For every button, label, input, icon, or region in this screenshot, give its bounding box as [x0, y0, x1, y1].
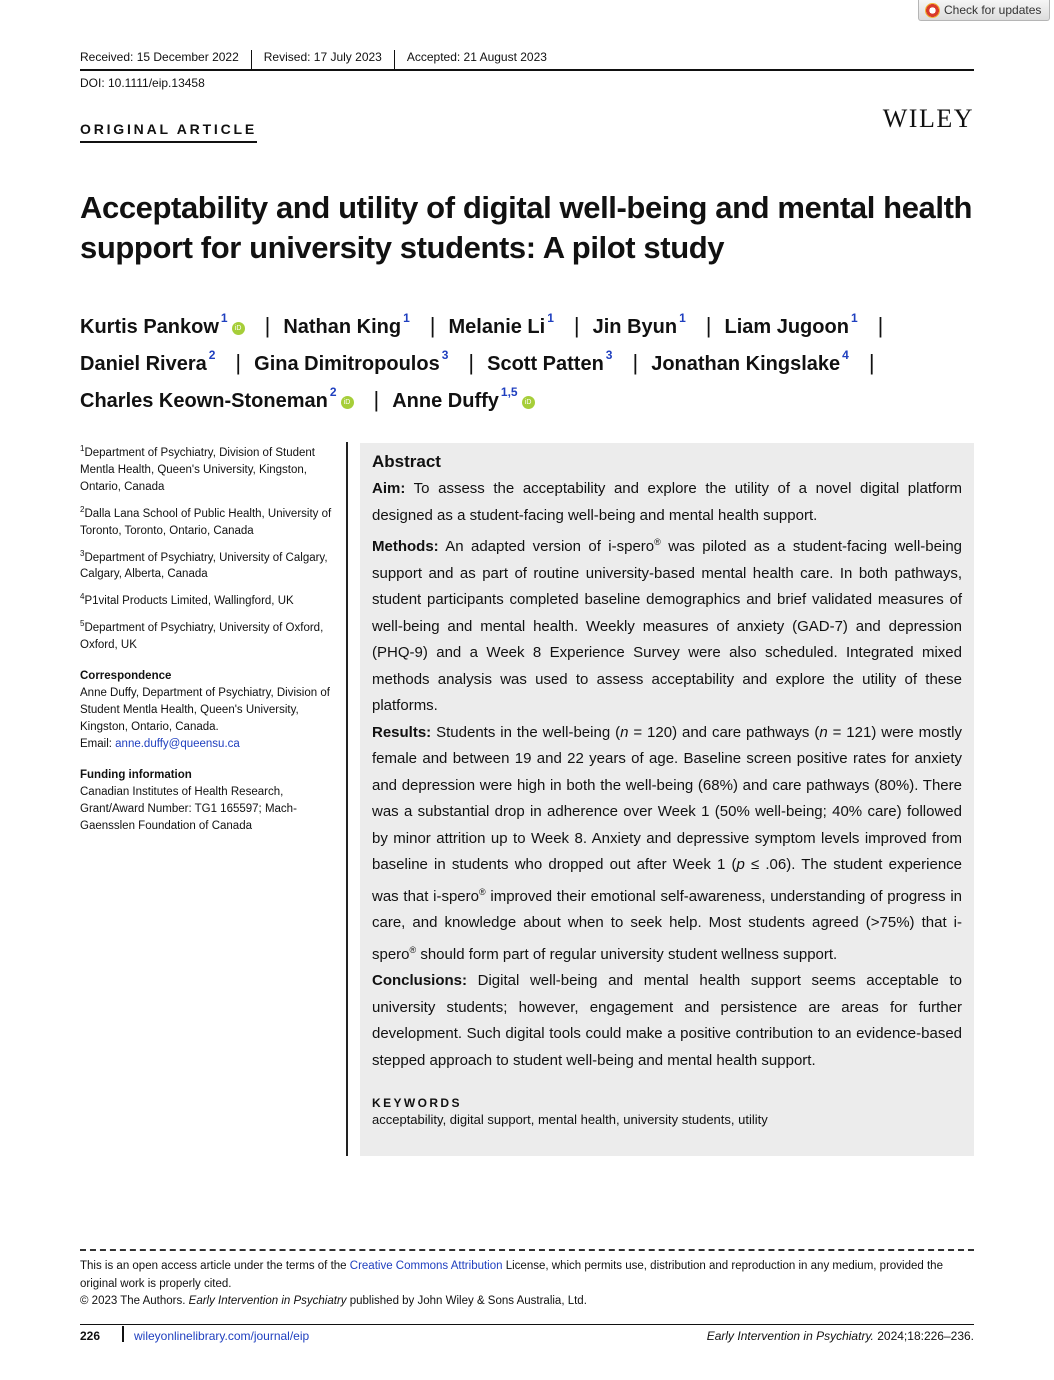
correspondence-text: Anne Duffy, Department of Psychiatry, Division of Student Mentla Health, Queen's University, Kingston, Ontario, Canada. [80, 687, 330, 734]
orcid-icon[interactable]: iD [341, 396, 354, 409]
article-history [80, 50, 974, 71]
check-for-updates-label: Check for updates [944, 3, 1042, 17]
author: Charles Keown-Stoneman $^2$iD [80, 390, 354, 412]
affiliation-link[interactable]: 1 [850, 311, 858, 325]
abstract-box [360, 443, 974, 1156]
affiliation: $^2$Dalla Lana School of Public Health, University of Toronto, Toronto, Ontario, Canada [80, 504, 332, 537]
author: Daniel Rivera $^2$ [80, 348, 216, 375]
page-number: 226 [80, 1329, 101, 1343]
abstract-results: Results: Students in the well-being (n = 120) and care pathways (n = 121) were mostly female and between 19 and 22 years of age. Baseline screen positive rates for anxiety and depression were high in both the well-being (68%) and care pathways (80%). There was a substantial drop in adherence over Week 1 (50% well-being; 40% care) followed by minor attrition up to Week 8. Anxiety and depressive symptom levels improved from baseline in students who dropped out after Week 1 (p ≤ .06). The student experience was that i-spero® improved their emotional self-awareness, understanding of progress in care, and knowledge about when to seek help. Most students agreed (>75%) that i-spero® should form part of regular university student wellness support. [372, 723, 963, 963]
affiliation-link[interactable]: 1 [547, 311, 554, 325]
affiliation: $^5$Department of Psychiatry, University of Oxford, Oxford, UK [80, 619, 324, 652]
author-list [80, 306, 980, 417]
crossmark-icon [925, 3, 940, 18]
divider: | [573, 312, 580, 338]
author: Jonathan Kingslake $^4$ [651, 348, 849, 375]
author: Scott Patten $^3$ [487, 348, 613, 375]
affiliation: $^4$P1vital Products Limited, Wallingford, UK [80, 592, 294, 608]
divider [251, 50, 252, 69]
abstract-methods: Methods: An adapted version of i-spero® was piloted as a student-facing well-being support and as part of routine university-based mental health care. In both pathways, student participants completed baseline demographics and brief validated measures of well-being and mental health. Weekly measures of anxiety (GAD-7) and depression (PHQ-9) and a Week 8 Experience Survey were also scheduled. Integrated mixed methods analysis was used to assess acceptability and explore the utility of these platforms. [372, 537, 963, 714]
author: Anne Duffy $^{1,5}$iD [392, 390, 534, 412]
affiliation-link[interactable]: 1,5 [500, 385, 518, 400]
article-title: Acceptability and utility of digital well-being and mental health support for university students: A pilot study [80, 190, 973, 265]
publisher-logo: WILEY [882, 104, 974, 133]
correspondence-heading: Correspondence [80, 670, 172, 683]
email-link[interactable]: anne.duffy@queensu.ca [115, 738, 240, 751]
article-type: ORIGINAL ARTICLE [80, 121, 257, 143]
divider: | [632, 349, 639, 375]
column-divider [346, 442, 348, 1156]
affiliation-link[interactable]: 3 [605, 348, 613, 363]
received-date: Received: 15 December 2022 [80, 50, 239, 64]
orcid-icon[interactable]: iD [232, 322, 245, 335]
funding-text: Canadian Institutes of Health Research, Grant/Award Number: TG1 165597; Mach-Gaensslen Foundation of Canada [80, 786, 297, 833]
divider: | [429, 312, 436, 338]
citation: Early Intervention in Psychiatry. 2024;18:226–236. [706, 1329, 974, 1343]
article-info-column [80, 440, 342, 835]
funding-heading: Funding information [80, 769, 192, 782]
divider [394, 50, 395, 69]
footer-rule [80, 1324, 974, 1325]
divider: | [705, 312, 712, 338]
affiliation-link[interactable]: 1 [679, 311, 686, 325]
revised-date: Revised: 17 July 2023 [263, 50, 382, 64]
affiliation-link[interactable]: 1 [403, 311, 410, 325]
accepted-date: Accepted: 21 August 2023 [406, 50, 547, 64]
divider: | [235, 349, 242, 375]
author: Liam Jugoon $^1$ [724, 311, 858, 338]
divider: | [264, 312, 271, 338]
author: Kurtis Pankow $^1$iD [80, 316, 245, 338]
abstract-aim: Aim: To assess the acceptability and explore the utility of a novel digital platform designed as a student-facing well-being and mental health support. [372, 480, 962, 524]
divider: | [468, 349, 475, 375]
divider: | [373, 386, 380, 412]
abstract-conclusions: Conclusions: Digital well-being and mental health support seems acceptable to university students; however, engagement and persistence are areas for further development. Such digital tools could make a positive contribution to an evidence-based stepped approach to student well-being and mental health support. [372, 972, 962, 1069]
check-for-updates-button[interactable] [918, 0, 1050, 21]
journal-link[interactable]: wileyonlinelibrary.com/journal/eip [134, 1329, 310, 1343]
divider: | [868, 349, 875, 375]
orcid-icon[interactable]: iD [522, 396, 535, 409]
license-notice: This is an open access article under the terms of the Creative Commons Attribution License, which permits use, distribution and reproduction in any medium, provided the original work is properly cited. © 2023 The Authors. Early Intervention in Psychiatry published by John Wiley & Sons Australia, Ltd. [80, 1260, 943, 1307]
affiliation: $^1$Department of Psychiatry, Division of Student Mentla Health, Queen's University, Kingston, Ontario, Canada [80, 444, 315, 493]
abstract-heading: Abstract [372, 452, 441, 471]
keywords-heading: KEYWORDS [372, 1096, 462, 1110]
author: Gina Dimitropoulos $^3$ [254, 348, 449, 375]
keywords: acceptability, digital support, mental health, university students, utility [372, 1112, 768, 1127]
affiliation-link[interactable]: 2 [329, 385, 337, 400]
correspondence-email-line: Email: anne.duffy@queensu.ca [80, 738, 240, 751]
affiliation-link[interactable]: 1 [220, 311, 228, 325]
author: Jin Byun $^1$ [592, 311, 686, 338]
author: Melanie Li $^1$ [448, 311, 554, 338]
affiliation-link[interactable]: 2 [208, 348, 216, 363]
doi: DOI: 10.1111/eip.13458 [80, 76, 205, 90]
affiliation-link[interactable]: 4 [842, 348, 849, 363]
affiliation-link[interactable]: 3 [441, 348, 449, 363]
divider: | [877, 312, 884, 338]
affiliation: $^3$Department of Psychiatry, University of Calgary, Calgary, Alberta, Canada [80, 548, 328, 581]
license-link[interactable]: Creative Commons Attribution [349, 1260, 503, 1272]
footer-divider [80, 1249, 974, 1251]
author: Nathan King $^1$ [283, 311, 410, 338]
divider [122, 1326, 124, 1342]
